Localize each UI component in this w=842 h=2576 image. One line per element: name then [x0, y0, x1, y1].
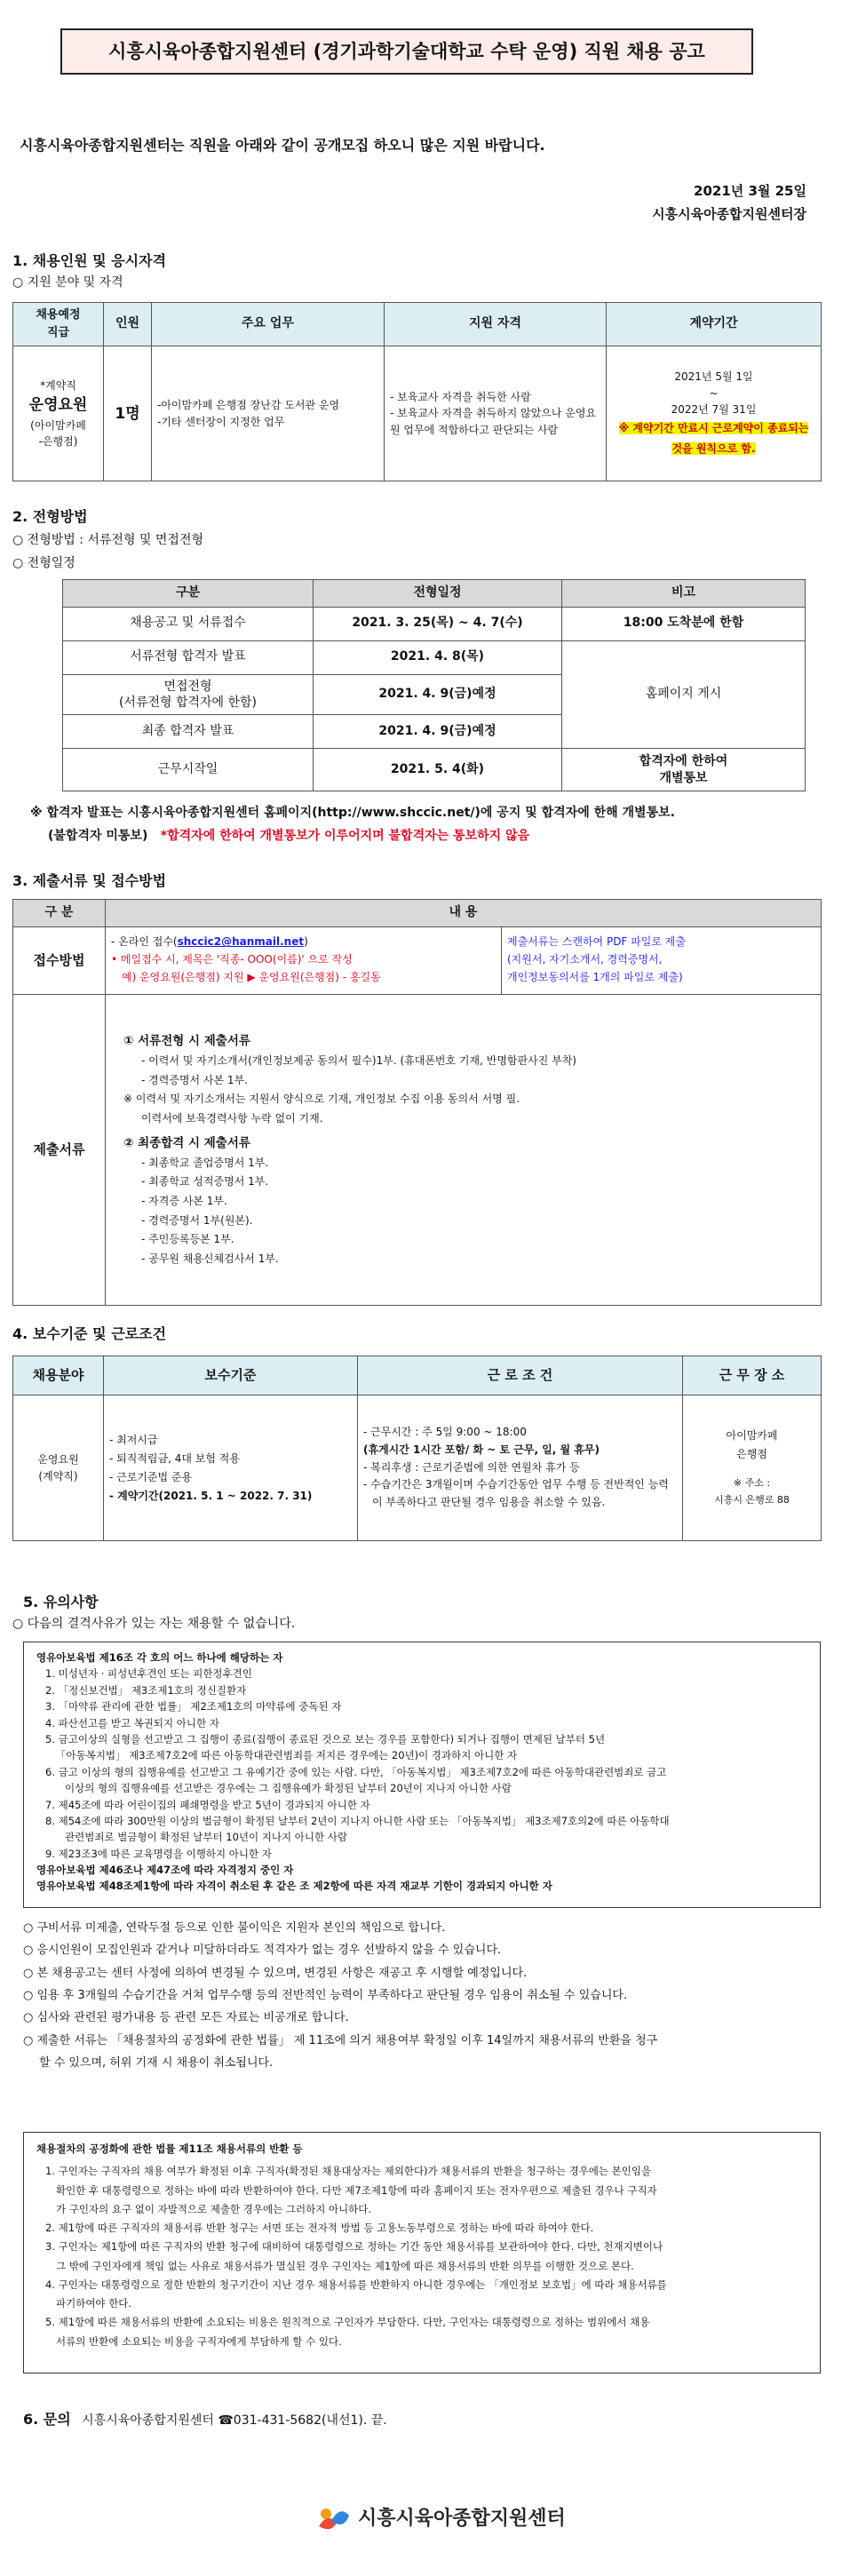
contact-text: 시흥시육아종합지원센터 ☎031-431-5682(내선1). 끝.: [82, 2413, 387, 2428]
notice-5: ○ 심사와 관련된 평가내용 등 관련 모든 자료는 비공개로 합니다.: [23, 2011, 349, 2025]
th-division: 구 분: [13, 900, 106, 927]
pay-4: - 계약기간(2021. 5. 1 ~ 2022. 7. 31): [109, 1489, 313, 1502]
sched-row1-cat: 채용공고 및 서류접수: [63, 607, 314, 640]
section-1-sub: ○ 지원 분야 및 자격: [12, 275, 123, 290]
disq-item-5b: 「아동복지법」 제3조제7호2에 따른 아동학대관련범죄를 저지른 경우에는 20년)이 경과하지 아니한 자: [56, 1749, 518, 1762]
docs-first-item-1: - 이력서 및 자기소개서(개인정보제공 동의서 필수)1부. (휴대폰번호 기재, 반명함판사진 부착): [141, 1052, 815, 1071]
docs-first-item-2: - 경력증명서 사본 1부.: [141, 1071, 815, 1091]
cond-field: 운영요원 (계약직): [13, 1395, 104, 1541]
sched-row3-date: 2021. 4. 9(금)예정: [314, 674, 562, 714]
cond-3: - 복리후생 : 근로기준법에 의한 연월차 휴가 등: [363, 1460, 580, 1474]
position-note: *계약직: [40, 378, 76, 392]
sched-row5-cat: 근무시작일: [63, 749, 314, 791]
disq-item-8b: 관련범죄로 벌금형이 확정된 날부터 10년이 지나지 아니한 사람: [65, 1831, 347, 1844]
disq-suspended: 영유아보육법 제46조나 제47조에 따라 자격정지 중인 자: [36, 1864, 294, 1877]
notice-1: ○ 구비서류 미제출, 연락두절 등으로 인한 불이익은 지원자 본인의 책임으로 합니다.: [23, 1921, 446, 1935]
return-item-1b: 확인한 후 대통령령으로 정하는 바에 따라 반환하여야 한다. 다만 제7조제1항에 따라 홈페이지 또는 전자우편으로 제출된 경우나 구직자: [56, 2183, 657, 2197]
section-1-heading: 1. 채용인원 및 응시자격: [12, 252, 167, 269]
disqualification-box: [23, 1642, 821, 1908]
return-item-1c: 가 구인자의 요구 없이 자발적으로 제출한 경우에는 그러하지 아니하다.: [56, 2202, 372, 2215]
schedule-table: [62, 579, 806, 791]
section-2-sub2: ○ 전형일정: [12, 556, 75, 570]
method-mail-title: • 메일접수 시, 제목은 '직종- OOO(이름)' 으로 작성: [111, 953, 353, 966]
notice-list: [23, 1917, 822, 2074]
docs-final-item-6: - 공무원 채용신체검사서 1부.: [141, 1250, 815, 1269]
sched-row1-date: 2021. 3. 25(목) ~ 4. 7(수): [314, 607, 562, 640]
docs-final-item-3: - 자격증 사본 1부.: [141, 1192, 815, 1212]
pay-2: - 퇴직적립금, 4대 보험 적용: [109, 1451, 240, 1465]
documents-table: [12, 899, 822, 1306]
notice-org: 시흥시육아종합지원센터장: [652, 206, 806, 223]
return-item-3: 3. 구인자는 제1항에 따른 구직자의 반환 청구에 대비하여 대통령령으로 정하는 기간 동안 채용서류를 보관하여야 한다. 다만, 천재지변이나: [45, 2240, 663, 2254]
sched-row4-cat: 최종 합격자 발표: [63, 715, 314, 749]
docs-final-item-1: - 최종학교 졸업증명서 1부.: [141, 1154, 815, 1173]
sched-row1-remark: 18:00 도착분에 한함: [562, 607, 806, 640]
section-5-sub: ○ 다음의 결격사유가 있는 자는 채용할 수 없습니다.: [12, 1617, 296, 1631]
schedule-note-1: ※ 합격자 발표는 시흥시육아종합지원센터 홈페이지(http://www.shccic.net/)에 공지 및 합격자에 한해 개별통보.: [30, 806, 675, 820]
pay-3: - 근로기준법 준용: [109, 1470, 193, 1483]
return-item-1: 1. 구인자는 구직자의 채용 여부가 확정된 이후 구직자(확정된 채용대상자는 제외한다)가 채용서류의 반환을 청구하는 경우에는 본인임을: [45, 2165, 652, 2178]
section-5-heading: 5. 유의사항: [23, 1594, 99, 1610]
docs-label: 제출서류: [13, 994, 106, 1305]
method-online-a: - 온라인 접수(: [111, 935, 178, 949]
disq-item-3: 3. 「마약류 관리에 관한 법률」 제2조제1호의 마약류에 중독된 자: [45, 1700, 342, 1713]
recruit-table: [12, 302, 822, 481]
notice-2: ○ 응시인원이 모집인원과 같거나 미달하더라도 적격자가 없는 경우 선발하지 않을 수 있습니다.: [23, 1944, 502, 1958]
sched-row2-date: 2021. 4. 8(목): [314, 640, 562, 674]
disq-item-2: 2. 「정신보건법」 제3조제1호의 정신질환자: [45, 1683, 247, 1697]
position-sub: (아이맘카페 -은행점): [30, 418, 86, 449]
disq-title: 영유아보육법 제16조 각 호의 어느 하나에 해당하는 자: [36, 1651, 283, 1664]
cond-2: (휴게시간 1시간 포함/ 화 ~ 토 근무, 일, 월 휴무): [363, 1443, 600, 1456]
return-title: 채용절차의 공정화에 관한 법률 제11조 채용서류의 반환 등: [36, 2143, 303, 2155]
return-item-3b: 그 밖에 구인자에게 책임 없는 사유로 채용서류가 멸실된 경우 구인자는 제1항에 따른 채용서류의 반환 의무를 이행한 것으로 본다.: [56, 2259, 634, 2272]
th-duty: 주요 업무: [152, 303, 385, 346]
disq-item-9: 9. 제23조3에 따른 교육명령을 이행하지 아니한 자: [45, 1847, 272, 1860]
disq-item-6b: 이상의 형의 집행유예를 선고받은 경우에는 그 집행유예가 확정된 날부터 20년이 지나지 아니한 사람: [65, 1782, 512, 1795]
docs-first-note-2: 이력서에 보육경력사항 누락 없이 기재.: [141, 1112, 323, 1125]
notice-4: ○ 임용 후 3개월의 수습기간을 거쳐 업무수행 등의 전반적인 능력이 부족하다고 판단될 경우 임용이 취소될 수 있습니다.: [23, 1989, 628, 2003]
intro-text: 시흥시육아종합지원센터는 직원을 아래와 같이 공개모집 하오니 많은 지원 바랍니다.: [20, 137, 545, 154]
return-item-5: 5. 제1항에 따른 채용서류의 반환에 소요되는 비용은 원칙적으로 구인자가 부담한다. 다만, 구인자는 대통령령으로 정하는 범위에서 채용: [45, 2316, 650, 2329]
logo-mark-icon: [315, 2503, 351, 2535]
schedule-note-2a: (불합격자 미통보): [48, 829, 148, 843]
sched-merged-remark: 홈페이지 게시: [562, 640, 806, 748]
section-2-sub1: ○ 전형방법 : 서류전형 및 면접전형: [12, 533, 203, 547]
notice-date-block: [652, 179, 806, 227]
notice-title: 시흥시육아종합지원센터 (경기과학기술대학교 수탁 운영) 직원 채용 공고: [60, 28, 753, 75]
th-schedule: 전형일정: [314, 580, 562, 608]
place-4: 시흥시 은행로 88: [714, 1493, 790, 1506]
return-item-2: 2. 제1항에 따른 구직자의 채용서류 반환 청구는 서면 또는 전자적 방법 등 고용노동부령으로 정하는 바에 따라 하여야 한다.: [45, 2222, 594, 2235]
notice-date: 2021년 3월 25일: [694, 183, 806, 199]
return-item-4b: 파기하여야 한다.: [56, 2297, 132, 2310]
qual-1: - 보육교사 자격을 취득한 사람: [390, 390, 531, 403]
disq-item-8: 8. 제54조에 따라 300만원 이상의 벌금형이 확정된 날부터 2년이 지나지 아니한 사람 또는 「아동복지법」 제3조제7호의2에 따른 아동학대: [45, 1814, 670, 1827]
th-remark: 비고: [562, 580, 806, 608]
th-content: 내 용: [106, 900, 822, 927]
schedule-note-2b: *합격자에 한하여 개별통보가 이루어지며 불합격자는 통보하지 않음: [160, 829, 530, 843]
th-cond: 근 로 조 건: [358, 1356, 683, 1395]
th-position: 채용예정 직급: [13, 303, 104, 346]
recruit-count: 1명: [104, 346, 152, 481]
notice-6: ○ 제출한 서류는 「채용절차의 공정화에 관한 법률」 제 11조에 의거 채용여부 확정일 이후 14일까지 채용서류의 반환을 청구: [23, 2033, 658, 2047]
pay-1: - 최저시급: [109, 1433, 158, 1446]
duty-2: -기타 센터장이 지정한 업무: [157, 415, 285, 428]
cond-4: - 수습기간은 3개월이며 수습기간동안 업무 수행 등 전반적인 능력이 부족하다고 판단될 경우 임용을 취소할 수 있음.: [363, 1478, 669, 1509]
contact-line: [23, 2409, 387, 2431]
method-label: 접수방법: [13, 926, 106, 994]
return-item-5b: 서류의 반환에 소요되는 비용을 구직자에게 부담하게 할 수 있다.: [56, 2334, 342, 2348]
docs-final-item-4: - 경력증명서 1부(원본).: [141, 1212, 815, 1231]
notice-6b: 할 수 있으며, 허위 기재 시 채용이 취소됩니다.: [39, 2056, 274, 2071]
docs-first-note: ※ 이력서 및 자기소개서는 지원서 양식으로 기재, 개인정보 수집 이용 동의서 서명 필.: [123, 1093, 520, 1106]
section-6-heading: 6. 문의: [23, 2411, 71, 2428]
docs-final-item-5: - 주민등록등본 1부.: [141, 1230, 815, 1250]
method-pdf-note: 제출서류는 스캔하여 PDF 파일로 제출 (지원서, 자기소개서, 경력증명서, 개인정보동의서를 1개의 파일로 제출): [502, 926, 822, 994]
duty-1: -아이맘카페 은행점 장난감 도서관 운영: [157, 399, 340, 412]
docs-final-item-2: - 최종학교 성적증명서 1부.: [141, 1173, 815, 1192]
th-place: 근 무 장 소: [683, 1356, 822, 1395]
th-pay: 보수기준: [104, 1356, 358, 1395]
section-3-heading: 3. 제출서류 및 접수방법: [12, 872, 167, 889]
qual-2: - 보육교사 자격을 취득하지 않았으나 운영요원 업무에 적합하다고 판단되는 사람: [390, 407, 597, 437]
term-start: 2021년 5월 1일: [674, 370, 753, 384]
sched-row5-remark: 합격자에 한하여 개별통보: [562, 749, 806, 791]
th-term: 계약기간: [607, 303, 822, 346]
disq-item-6: 6. 금고 이상의 형의 집행유예를 선고받고 그 유예기간 중에 있는 사람. 다만, 「아동복지법」 제3조제7호2에 따른 아동학대관련범죄로 금고: [45, 1765, 667, 1778]
position-main: 운영요원: [28, 396, 88, 415]
section-4-heading: 4. 보수기준 및 근로조건: [12, 1325, 167, 1342]
term-note: ※ 계약기간 만료시 근로계약이 종료되는 것을 원칙으로 함.: [618, 421, 809, 455]
disq-item-7: 7. 제45조에 따라 어린이집의 폐쇄명령을 받고 5년이 경과되지 아니한 자: [45, 1798, 370, 1811]
method-example: 예) 운영요원(은행점) 지원 ▶ 운영요원(은행점) - 홍길동: [122, 971, 381, 984]
sched-row4-date: 2021. 4. 9(금)예정: [314, 715, 562, 749]
th-count: 인원: [104, 303, 152, 346]
method-online-b: ): [304, 935, 308, 949]
section-2-heading: 2. 전형방법: [12, 508, 88, 525]
docs-final-title: ② 최종합격 시 제출서류: [123, 1135, 250, 1150]
return-docs-box: [23, 2132, 821, 2373]
docs-first-title: ① 서류전형 시 제출서류: [123, 1033, 250, 1048]
cond-1: - 근무시간 : 주 5일 9:00 ~ 18:00: [363, 1426, 527, 1438]
center-logo: [315, 2503, 566, 2535]
conditions-table: [12, 1356, 822, 1541]
disq-revoked: 영유아보육법 제48조제1항에 따라 자격이 취소된 후 같은 조 제2항에 따른 자격 재교부 기한이 경과되지 아니한 자: [36, 1880, 552, 1893]
method-email-link[interactable]: shccic2@hanmail.net: [177, 935, 305, 949]
th-category: 구분: [63, 580, 314, 608]
logo-text: 시흥시육아종합지원센터: [358, 2507, 566, 2530]
th-field: 채용분야: [13, 1356, 104, 1395]
disq-item-5: 5. 금고이상의 실형을 선고받고 그 집행이 종료(집행이 종료된 것으로 보는 경우를 포함한다) 되거나 집행이 면제된 날부터 5년: [45, 1732, 606, 1745]
disq-item-4: 4. 파산선고를 받고 복권되지 아니한 자: [45, 1716, 219, 1729]
sched-row2-cat: 서류전형 합격자 발표: [63, 640, 314, 674]
notice-3: ○ 본 채용공고는 센터 사정에 의하여 변경될 수 있으며, 변경된 사항은 재공고 후 시행할 예정입니다.: [23, 1966, 528, 1980]
place-3: ※ 주소 :: [733, 1477, 771, 1490]
place-1: 아이맘카페: [726, 1429, 778, 1443]
disq-item-1: 1. 미성년자 · 피성년후견인 또는 피한정후견인: [45, 1667, 252, 1681]
th-qual: 지원 자격: [385, 303, 607, 346]
sched-row3-cat: 면접전형 (서류전형 합격자에 한함): [63, 674, 314, 714]
term-end: 2022년 7월 31일: [671, 403, 757, 417]
return-item-4: 4. 구인자는 대통령령으로 정한 반환의 청구기간이 지난 경우 채용서류를 반환하지 아니한 경우에는 「개인정보 보호법」에 따라 채용서류를: [45, 2278, 667, 2291]
place-2: 은행점: [736, 1447, 767, 1460]
sched-row5-date: 2021. 5. 4(화): [314, 749, 562, 791]
term-tilde: ~: [709, 386, 719, 400]
